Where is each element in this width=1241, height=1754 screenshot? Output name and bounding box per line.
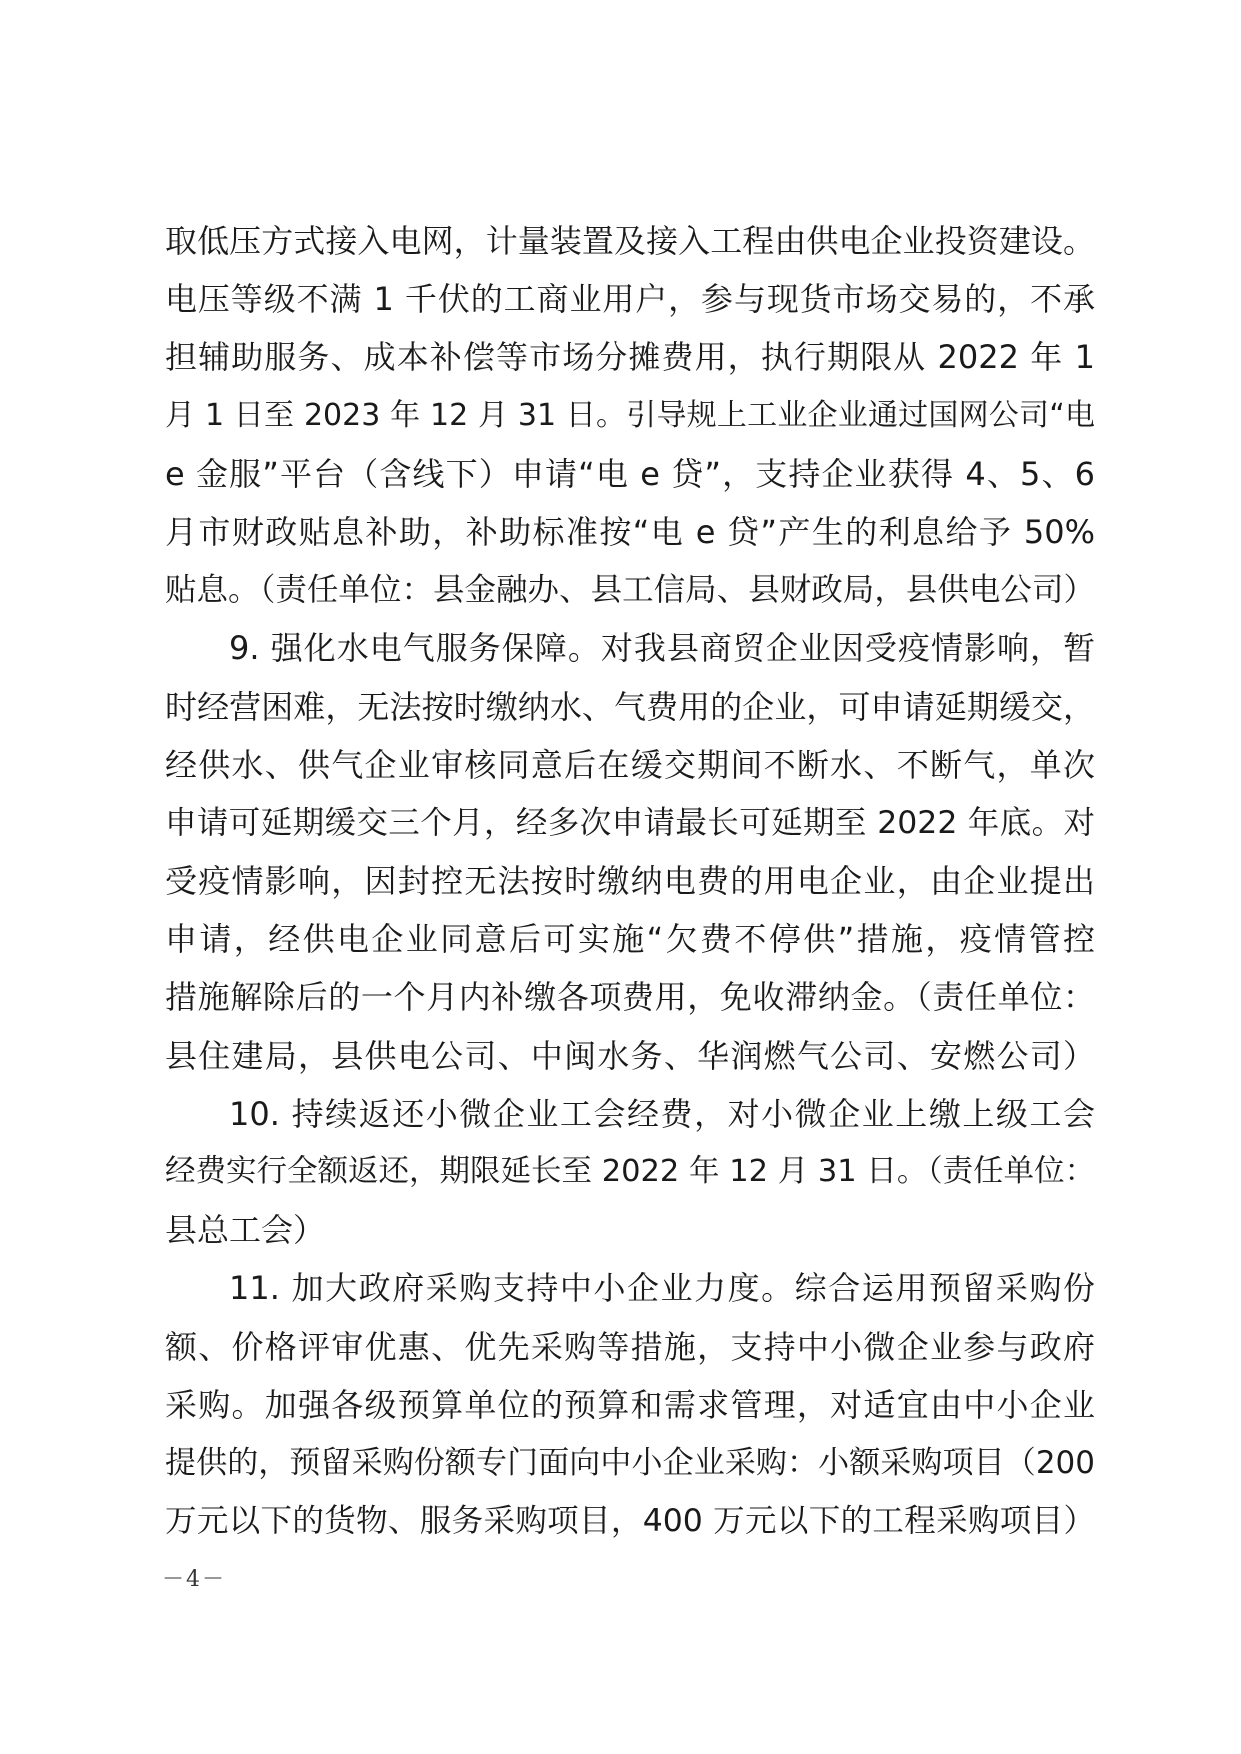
- text-line: 采购。加强各级预算单位的预算和需求管理，对适宜由中小企业: [165, 1385, 1095, 1424]
- text-line: 万元以下的货物、服务采购项目，400 万元以下的工程采购项目）: [165, 1503, 1095, 1540]
- text-line: 月市财政贴息补助，补助标准按“电 e 贷”产生的利息给予 50%: [165, 512, 1095, 551]
- text-line: 月 1 日至 2023 年 12 月 31 日。引导规上工业企业通过国网公司“电: [165, 397, 1095, 433]
- text-line: e 金服”平台（含线下）申请“电 e 贷”，支持企业获得 4、5、6: [165, 454, 1095, 493]
- text-line: 经供水、供气企业审核同意后在缓交期间不断水、不断气，单次: [165, 745, 1095, 784]
- text-line: 11. 加大政府采购支持中小企业力度。综合运用预留采购份: [229, 1269, 1095, 1308]
- text-line: 贴息。（责任单位：县金融办、县工信局、县财政局，县供电公司）: [165, 572, 1095, 609]
- text-line: 县总工会）: [165, 1211, 326, 1250]
- text-line: 取低压方式接入电网，计量装置及接入工程由供电企业投资建设。: [165, 222, 1095, 260]
- text-line: 县住建局，县供电公司、中闽水务、华润燃气公司、安燃公司）: [165, 1036, 1095, 1075]
- text-line: 措施解除后的一个月内补缴各项费用，免收滞纳金。（责任单位：: [165, 978, 1095, 1017]
- text-line: 经费实行全额返还，期限延长至 2022 年 12 月 31 日。（责任单位：: [165, 1154, 1096, 1189]
- text-line: 时经营困难，无法按时缴纳水、气费用的企业，可申请延期缓交，: [165, 687, 1095, 726]
- text-line: 提供的，预留采购份额专门面向中小企业采购：小额采购项目（200: [165, 1444, 1095, 1481]
- text-line: 受疫情影响，因封控无法按时缴纳电费的用电企业，由企业提出: [165, 862, 1095, 901]
- text-line: 电压等级不满 1 千伏的工商业用户，参与现货市场交易的，不承: [165, 280, 1095, 319]
- page-number: －4－: [162, 1567, 226, 1592]
- text-line: 申请，经供电企业同意后可实施“欠费不停供”措施，疫情管控: [165, 920, 1095, 959]
- text-line: 10. 持续返还小微企业工会经费，对小微企业上缴上级工会: [229, 1094, 1095, 1133]
- text-line: 9. 强化水电气服务保障。对我县商贸企业因受疫情影响，暂: [229, 629, 1095, 668]
- body-text: [165, 212, 1095, 1550]
- text-line: 申请可延期缓交三个月，经多次申请最长可延期至 2022 年底。对: [165, 804, 1095, 841]
- text-line: 额、价格评审优惠、优先采购等措施，支持中小微企业参与政府: [165, 1327, 1095, 1366]
- text-line: 担辅助服务、成本补偿等市场分摊费用，执行期限从 2022 年 1: [165, 338, 1095, 377]
